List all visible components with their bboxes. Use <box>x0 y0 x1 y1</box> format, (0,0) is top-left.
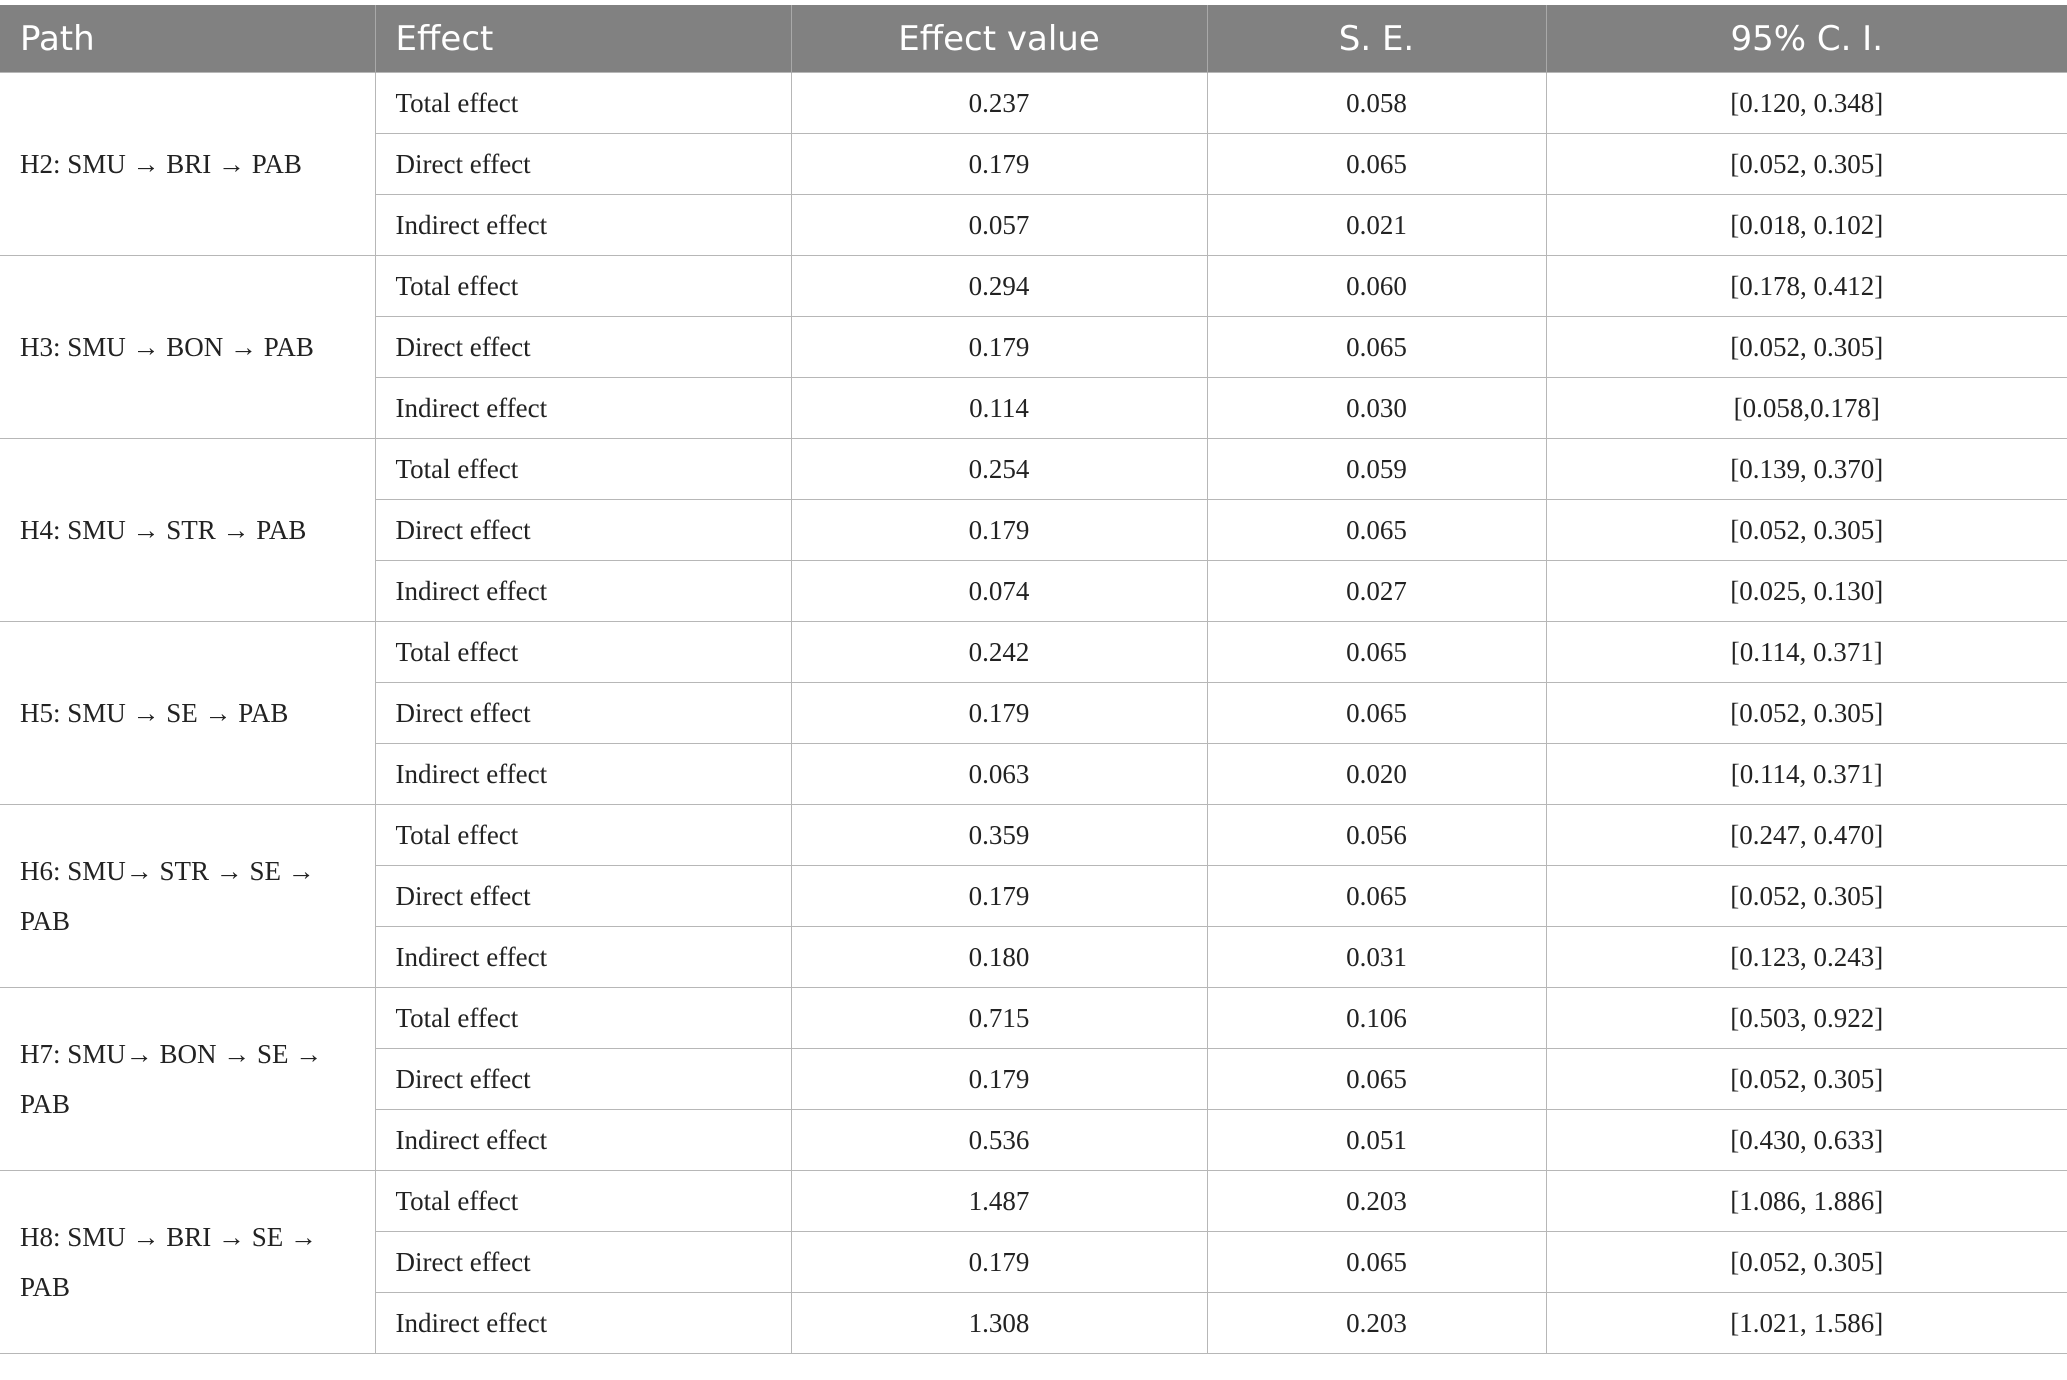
table-row <box>0 988 2067 1049</box>
header-row <box>0 5 2067 73</box>
effect-value-cell: 0.359 <box>791 805 1207 866</box>
effect-value-cell: 0.242 <box>791 622 1207 683</box>
effect-type-cell: Direct effect <box>375 134 791 195</box>
effect-type-cell: Indirect effect <box>375 561 791 622</box>
path-cell: H3: SMU → BON → PAB <box>0 256 375 439</box>
mediation-effects-table-wrapper <box>0 5 2067 1354</box>
se-cell: 0.030 <box>1207 378 1546 439</box>
effect-value-cell: 0.179 <box>791 500 1207 561</box>
se-cell: 0.065 <box>1207 1049 1546 1110</box>
ci-cell: [0.052, 0.305] <box>1546 866 2067 927</box>
se-cell: 0.021 <box>1207 195 1546 256</box>
ci-cell: [0.052, 0.305] <box>1546 317 2067 378</box>
effect-value-cell: 0.254 <box>791 439 1207 500</box>
se-cell: 0.203 <box>1207 1293 1546 1354</box>
effect-type-cell: Total effect <box>375 805 791 866</box>
table-row <box>0 256 2067 317</box>
se-cell: 0.058 <box>1207 73 1546 134</box>
se-cell: 0.065 <box>1207 1232 1546 1293</box>
effect-type-cell: Indirect effect <box>375 927 791 988</box>
effect-type-cell: Indirect effect <box>375 1293 791 1354</box>
mediation-effects-table <box>0 5 2067 1354</box>
ci-cell: [0.120, 0.348] <box>1546 73 2067 134</box>
effect-type-cell: Total effect <box>375 1171 791 1232</box>
se-cell: 0.065 <box>1207 317 1546 378</box>
effect-value-cell: 0.179 <box>791 683 1207 744</box>
path-cell: H2: SMU → BRI → PAB <box>0 73 375 256</box>
effect-value-cell: 0.536 <box>791 1110 1207 1171</box>
se-cell: 0.031 <box>1207 927 1546 988</box>
ci-cell: [0.025, 0.130] <box>1546 561 2067 622</box>
effect-value-cell: 0.294 <box>791 256 1207 317</box>
ci-cell: [0.052, 0.305] <box>1546 500 2067 561</box>
ci-cell: [0.114, 0.371] <box>1546 744 2067 805</box>
se-cell: 0.065 <box>1207 866 1546 927</box>
ci-cell: [0.178, 0.412] <box>1546 256 2067 317</box>
table-row <box>0 622 2067 683</box>
ci-cell: [0.018, 0.102] <box>1546 195 2067 256</box>
effect-type-cell: Total effect <box>375 256 791 317</box>
table-row <box>0 805 2067 866</box>
ci-cell: [0.058,0.178] <box>1546 378 2067 439</box>
effect-type-cell: Indirect effect <box>375 378 791 439</box>
ci-cell: [1.086, 1.886] <box>1546 1171 2067 1232</box>
ci-cell: [0.247, 0.470] <box>1546 805 2067 866</box>
effect-type-cell: Total effect <box>375 988 791 1049</box>
ci-cell: [0.139, 0.370] <box>1546 439 2067 500</box>
effect-type-cell: Indirect effect <box>375 195 791 256</box>
path-cell: H8: SMU → BRI → SE → PAB <box>0 1171 375 1354</box>
path-cell: H5: SMU → SE → PAB <box>0 622 375 805</box>
path-cell: H7: SMU→ BON → SE → PAB <box>0 988 375 1171</box>
effect-value-cell: 1.308 <box>791 1293 1207 1354</box>
effect-value-cell: 0.074 <box>791 561 1207 622</box>
effect-type-cell: Direct effect <box>375 1232 791 1293</box>
effect-type-cell: Direct effect <box>375 866 791 927</box>
se-cell: 0.065 <box>1207 622 1546 683</box>
effect-value-cell: 0.180 <box>791 927 1207 988</box>
table-row <box>0 73 2067 134</box>
se-cell: 0.106 <box>1207 988 1546 1049</box>
ci-cell: [0.123, 0.243] <box>1546 927 2067 988</box>
effect-type-cell: Direct effect <box>375 683 791 744</box>
header-effect: Effect <box>375 5 791 73</box>
effect-type-cell: Total effect <box>375 622 791 683</box>
se-cell: 0.065 <box>1207 134 1546 195</box>
table-header <box>0 5 2067 73</box>
header-effect-value: Effect value <box>791 5 1207 73</box>
effect-value-cell: 0.114 <box>791 378 1207 439</box>
effect-value-cell: 0.179 <box>791 866 1207 927</box>
effect-type-cell: Direct effect <box>375 317 791 378</box>
effect-value-cell: 0.063 <box>791 744 1207 805</box>
se-cell: 0.020 <box>1207 744 1546 805</box>
se-cell: 0.203 <box>1207 1171 1546 1232</box>
ci-cell: [0.052, 0.305] <box>1546 1232 2067 1293</box>
effect-type-cell: Direct effect <box>375 500 791 561</box>
effect-type-cell: Direct effect <box>375 1049 791 1110</box>
table-body <box>0 73 2067 1354</box>
se-cell: 0.059 <box>1207 439 1546 500</box>
effect-value-cell: 0.715 <box>791 988 1207 1049</box>
ci-cell: [0.114, 0.371] <box>1546 622 2067 683</box>
path-cell: H4: SMU → STR → PAB <box>0 439 375 622</box>
effect-type-cell: Indirect effect <box>375 744 791 805</box>
effect-type-cell: Total effect <box>375 73 791 134</box>
se-cell: 0.060 <box>1207 256 1546 317</box>
effect-value-cell: 0.179 <box>791 317 1207 378</box>
ci-cell: [0.052, 0.305] <box>1546 134 2067 195</box>
se-cell: 0.065 <box>1207 500 1546 561</box>
ci-cell: [0.430, 0.633] <box>1546 1110 2067 1171</box>
effect-value-cell: 1.487 <box>791 1171 1207 1232</box>
ci-cell: [1.021, 1.586] <box>1546 1293 2067 1354</box>
effect-type-cell: Total effect <box>375 439 791 500</box>
header-se: S. E. <box>1207 5 1546 73</box>
header-ci: 95% C. I. <box>1546 5 2067 73</box>
table-row <box>0 439 2067 500</box>
ci-cell: [0.052, 0.305] <box>1546 683 2067 744</box>
ci-cell: [0.503, 0.922] <box>1546 988 2067 1049</box>
ci-cell: [0.052, 0.305] <box>1546 1049 2067 1110</box>
table-row <box>0 1171 2067 1232</box>
header-path: Path <box>0 5 375 73</box>
effect-value-cell: 0.179 <box>791 1232 1207 1293</box>
effect-value-cell: 0.057 <box>791 195 1207 256</box>
effect-value-cell: 0.237 <box>791 73 1207 134</box>
se-cell: 0.051 <box>1207 1110 1546 1171</box>
se-cell: 0.027 <box>1207 561 1546 622</box>
path-cell: H6: SMU→ STR → SE → PAB <box>0 805 375 988</box>
effect-type-cell: Indirect effect <box>375 1110 791 1171</box>
effect-value-cell: 0.179 <box>791 1049 1207 1110</box>
effect-value-cell: 0.179 <box>791 134 1207 195</box>
se-cell: 0.065 <box>1207 683 1546 744</box>
se-cell: 0.056 <box>1207 805 1546 866</box>
